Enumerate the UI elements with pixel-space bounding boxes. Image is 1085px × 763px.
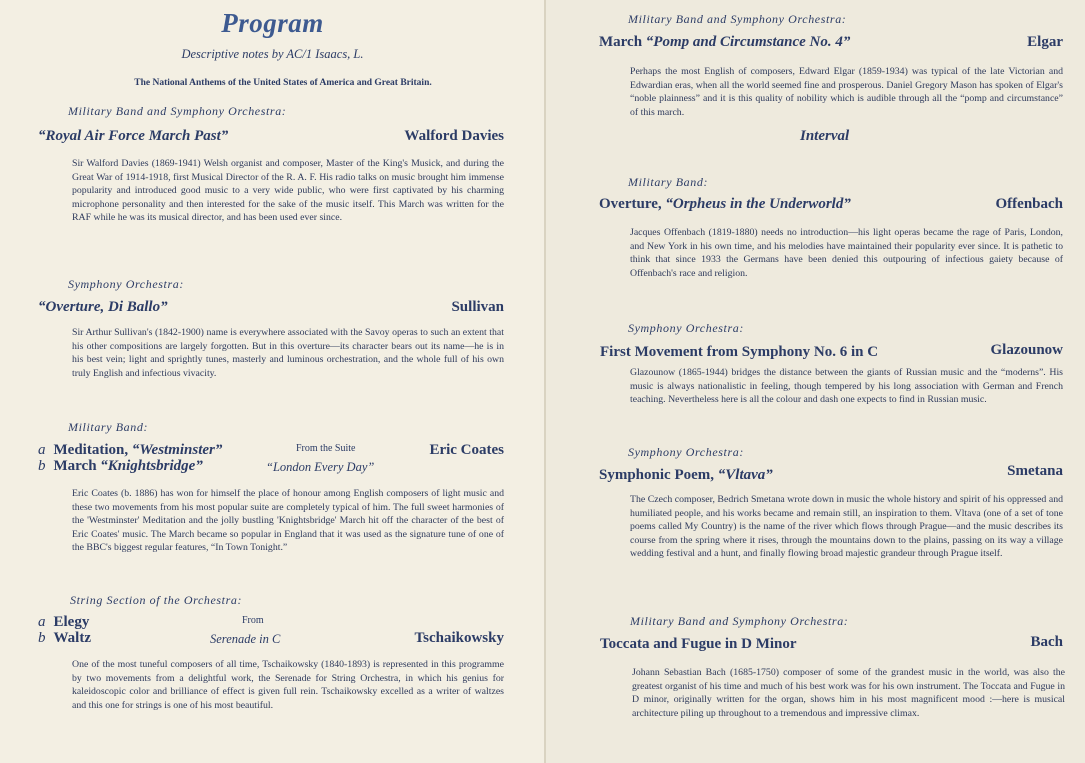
section-label: Military Band and Symphony Orchestra: xyxy=(628,12,847,26)
section-label: Military Band and Symphony Orchestra: xyxy=(68,104,287,118)
piece-italic-title: “Knightsbridge” xyxy=(100,458,203,474)
program-note: One of the most tuneful composers of all time, Tschaikowsky (1840-1893) is represented in this programme by two movements from a delightful work, the Serenade for String Orchestra, in which his genius for kaleidoscopic color and brilliance of effect is given full rein. Tschaikowsky excelled as a writer of waltzes and this one for strings is one of his most beautiful. xyxy=(72,659,504,711)
composer-name: Offenbach xyxy=(995,196,1063,212)
piece-title-a xyxy=(38,442,222,459)
program-title: Program xyxy=(221,8,324,38)
program-subtitle: Descriptive notes by AC/1 Isaacs, L. xyxy=(181,47,364,61)
piece-italic-title: “Pomp and Circumstance No. 4” xyxy=(645,34,851,50)
program-note: Glazounow (1865-1944) bridges the distance between the giants of Russian music and the “moderns”. His music is always nationalistic in feeling, though tempered by his long association with German and French teaching. Nevertheless here is all the colour and dash one expects to find in Russian music. xyxy=(630,367,1063,405)
program-note: Johann Sebastian Bach (1685-1750) composer of some of the grandest music in the world, was also the greatest organist of his time and much of his best work was for his own instrument. The Toccata and Fugue in D minor, originally written for the organ, shows him in his most magnificent mood :—here is musical architecture piling up throughout to a tremendous and impressive climax. xyxy=(632,667,1065,719)
section-label: Symphony Orchestra: xyxy=(628,321,744,335)
piece-title xyxy=(599,34,850,51)
piece-italic-title: “Orpheus in the Underworld” xyxy=(665,196,851,212)
anthems-line: The National Anthems of the United States of America and Great Britain. xyxy=(134,78,432,88)
from-suite-label: From the Suite xyxy=(296,443,356,454)
piece-prefix: Meditation, xyxy=(53,442,129,458)
piece-italic-title: “Westminster” xyxy=(131,442,223,458)
page-fold xyxy=(544,0,546,763)
program-note: Sir Arthur Sullivan's (1842-1900) name is everywhere associated with the Savoy operas to such an extent that his other compositions are largely forgotten. But in this overture—its character bears out its name—he is in his best vein; light and sprightly tunes, masterly and luminous orchestration, and the whole full of his own truly English and infectious vivacity. xyxy=(72,327,504,379)
section-label: Symphony Orchestra: xyxy=(628,445,744,459)
section-label: String Section of the Orchestra: xyxy=(70,593,243,607)
program-note: Eric Coates (b. 1886) has won for himself the place of honour among English composers of light music and these two movements from his most popular suite are completely typical of him. The full sweet harmonies of the 'Westminster' Meditation and the jolly bustling 'Knightsbridge' March hit off the character of the best of Eric Coates' music. The March became so popular in England that it was used as the signature tune of one of the BBC's biggest regular features, “In Town Tonight.” xyxy=(72,488,504,553)
piece-title-a xyxy=(38,614,89,631)
interval-label: Interval xyxy=(800,128,850,144)
piece-title-b xyxy=(38,630,91,647)
composer-name: Elgar xyxy=(1027,34,1063,50)
piece-prefix: Overture, xyxy=(599,196,662,212)
item-letter: a xyxy=(38,614,46,630)
composer-name: Glazounow xyxy=(990,342,1063,358)
composer-name: Eric Coates xyxy=(429,442,504,458)
program-note: Perhaps the most English of composers, Edward Elgar (1859-1934) was typical of the late Victorian and Edwardian eras, when all the world seemed fine and prosperous. Daniel Gregory Mason has spoken of Elgar's “noble plainness” and it is this quality of nobility which is audible through all the “pomp and circumstance” of this march. xyxy=(630,66,1063,118)
piece-italic-title: “Vltava” xyxy=(717,467,773,483)
piece-title: Toccata and Fugue in D Minor xyxy=(600,636,797,652)
section-label: Symphony Orchestra: xyxy=(68,277,184,291)
piece-prefix: Symphonic Poem, xyxy=(599,467,715,483)
item-letter: b xyxy=(38,458,46,474)
piece-title xyxy=(599,196,851,213)
section-label: Military Band: xyxy=(68,420,149,434)
piece-title: “Overture, Di Ballo” xyxy=(38,299,168,315)
composer-name: Bach xyxy=(1030,634,1063,650)
item-letter: a xyxy=(38,442,46,458)
section-label: Military Band and Symphony Orchestra: xyxy=(630,614,849,628)
item-letter: b xyxy=(38,630,46,646)
from-label: From xyxy=(242,615,264,626)
piece-title-b xyxy=(38,458,203,475)
piece-prefix: March xyxy=(599,34,643,50)
composer-name: Smetana xyxy=(1007,463,1063,479)
program-note: Sir Walford Davies (1869-1941) Welsh organist and composer, Master of the King's Musick, and during the Great War of 1914-1918, first Musical Director of the R. A. F. His radio talks on music brought him immense popularity and introduced good music to a very wide public, who were first captivated by his charming microphone personality and then interested for the sake of the music itself. This March was written for the RAF while he was its musical director, and has been used ever since. xyxy=(72,158,504,223)
piece-title: First Movement from Symphony No. 6 in C xyxy=(600,344,879,360)
section-label: Military Band: xyxy=(628,175,709,189)
piece-prefix: March xyxy=(53,458,97,474)
piece-name: Elegy xyxy=(53,614,90,630)
piece-title xyxy=(599,467,773,484)
program-note: Jacques Offenbach (1819-1880) needs no introduction—his light operas became the rage of Paris, London, and New York in his own time, and his melodies have maintained their popularity ever since. It is pathetic to think that since 1933 the Germans have been denied this outpouring of infectious gaiety because of Offenbach's race and religion. xyxy=(630,227,1063,279)
composer-name: Sullivan xyxy=(451,299,504,315)
serenade-name: Serenade in C xyxy=(210,632,281,646)
composer-name: Tschaikowsky xyxy=(414,630,504,646)
piece-title: “Royal Air Force March Past” xyxy=(38,128,229,144)
suite-name: “London Every Day” xyxy=(266,460,375,474)
program-note: The Czech composer, Bedrich Smetana wrote down in music the whole history and spirit of his oppressed and humiliated people, and his works became and remain still, an inspiration to them. Vltava (one of a set of tone poems called My Country) is the name of the river which flows through Prague—and the music describes its course from the spring where it rises, through the mountains down to the plains, passing on its way a village wedding festival and a hunt, and finally flowing broad majestic grandeur through Prague itself. xyxy=(630,494,1063,559)
piece-name: Waltz xyxy=(53,630,91,646)
composer-name: Walford Davies xyxy=(404,128,504,144)
